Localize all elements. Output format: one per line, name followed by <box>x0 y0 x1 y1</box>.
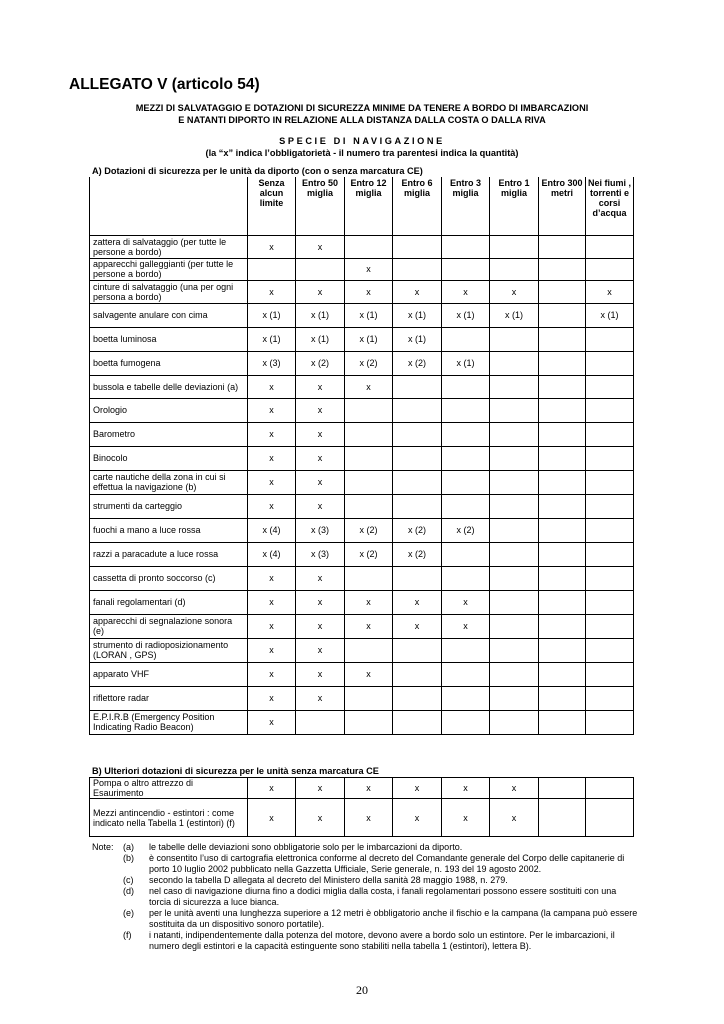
requirement-cell: x <box>248 638 296 662</box>
requirement-cell: x (3) <box>296 518 345 542</box>
requirement-cell <box>586 590 634 614</box>
navigation-types-heading: SPECIE DI NAVIGAZIONE <box>279 136 445 146</box>
requirement-cell: x (2) <box>296 351 345 375</box>
requirement-cell: x (1) <box>586 303 634 327</box>
requirement-cell: x (1) <box>248 303 296 327</box>
subtitle-line-2: E NATANTI DIPORTO IN RELAZIONE ALLA DISTANZA DALLA COSTA O DALLA RIVA <box>178 114 546 125</box>
page-number: 20 <box>356 983 368 997</box>
requirement-cell <box>586 542 634 566</box>
requirement-cell <box>442 235 490 258</box>
requirement-cell: x <box>248 590 296 614</box>
notes-label <box>92 853 123 875</box>
notes-section <box>92 842 640 952</box>
note-text: le tabelle delle deviazioni sono obbligatorie solo per le imbarcazioni da diporto. <box>149 842 463 852</box>
requirement-cell: x <box>490 280 539 303</box>
document-subtitle <box>92 103 632 126</box>
requirement-cell <box>393 235 442 258</box>
requirement-cell <box>586 799 634 837</box>
requirement-cell: x <box>442 778 490 799</box>
requirement-cell <box>345 422 393 446</box>
requirement-cell: x <box>296 638 345 662</box>
requirement-cell <box>345 235 393 258</box>
equipment-label: Binocolo <box>90 446 248 470</box>
requirement-cell: x <box>442 590 490 614</box>
requirement-cell: x (2) <box>393 518 442 542</box>
requirement-cell <box>586 662 634 686</box>
requirement-cell: x <box>248 778 296 799</box>
equipment-label: Orologio <box>90 398 248 422</box>
requirement-cell <box>442 710 490 734</box>
requirement-cell: x <box>345 258 393 280</box>
requirement-cell: x <box>248 235 296 258</box>
equipment-label: boetta luminosa <box>90 327 248 351</box>
column-header: Entro 300 metri <box>539 177 586 235</box>
requirement-cell: x <box>586 280 634 303</box>
requirement-cell <box>490 375 539 398</box>
subtitle-line-1: MEZZI DI SALVATAGGIO E DOTAZIONI DI SICUREZZA MINIME DA TENERE A BORDO DI IMBARCAZIONI <box>135 103 589 113</box>
requirement-cell <box>539 590 586 614</box>
table-row <box>90 235 634 258</box>
header-blank-cell <box>90 177 248 235</box>
requirement-cell <box>345 686 393 710</box>
requirement-cell <box>490 258 539 280</box>
table-row <box>90 614 634 638</box>
requirement-cell: x (3) <box>296 542 345 566</box>
requirement-cell <box>539 686 586 710</box>
requirement-cell: x <box>393 614 442 638</box>
requirement-cell <box>586 327 634 351</box>
requirement-cell: x (2) <box>345 351 393 375</box>
requirement-cell: x <box>248 446 296 470</box>
requirement-cell: x <box>296 799 345 837</box>
table-row <box>90 662 634 686</box>
safety-equipment-table <box>89 177 634 735</box>
requirement-cell <box>490 614 539 638</box>
table-row <box>90 590 634 614</box>
requirement-cell: x <box>248 710 296 734</box>
note-text: nel caso di navigazione diurna fino a dodici miglia dalla costa, i fanali regolamentari possono essere sostituiti con una torcia di sicurezza a luce bianca. <box>149 886 617 907</box>
requirement-cell <box>345 494 393 518</box>
requirement-cell: x (1) <box>345 327 393 351</box>
table-row <box>90 799 634 837</box>
requirement-cell: x <box>345 590 393 614</box>
note-text: è consentito l’uso di cartografia elettronica conforme al decreto del Comandante generale del Corpo delle capitanerie di porto 10 luglio 2002 pubblicato nella Gazzetta Ufficiale, Serie generale, n. 193 del 19 agosto 2002. <box>149 853 625 874</box>
requirement-cell <box>393 686 442 710</box>
notes-label <box>92 930 123 952</box>
requirement-cell: x <box>296 686 345 710</box>
table-row <box>90 710 634 734</box>
table-row <box>90 258 634 280</box>
requirement-cell: x (1) <box>393 327 442 351</box>
column-header: Entro 1 miglia <box>490 177 539 235</box>
requirement-cell <box>539 662 586 686</box>
requirement-cell <box>442 446 490 470</box>
requirement-cell <box>345 446 393 470</box>
requirement-cell <box>442 258 490 280</box>
requirement-cell <box>393 375 442 398</box>
requirement-cell <box>442 422 490 446</box>
equipment-label: cinture di salvataggio (una per ogni persona a bordo) <box>90 280 248 303</box>
requirement-cell: x (1) <box>490 303 539 327</box>
note-text: per le unità aventi una lunghezza superiore a 12 metri è obbligatorio anche il fischio e la campana (la campana può essere sostituita da un dispositivo sonoro portatile). <box>149 908 638 929</box>
column-header: Senza alcun limite <box>248 177 296 235</box>
requirement-cell: x <box>296 566 345 590</box>
table-row <box>90 686 634 710</box>
equipment-label: Mezzi antincendio - estintori : come indicato nella Tabella 1 (estintori) (f) <box>90 799 248 837</box>
requirement-cell: x <box>345 614 393 638</box>
requirement-cell <box>586 686 634 710</box>
requirement-cell <box>586 446 634 470</box>
requirement-cell <box>539 422 586 446</box>
requirement-cell <box>442 542 490 566</box>
requirement-cell: x <box>248 566 296 590</box>
table-row <box>90 375 634 398</box>
table-row <box>90 778 634 799</box>
note-key: (b) <box>123 853 134 863</box>
requirement-cell <box>586 258 634 280</box>
requirement-cell <box>490 327 539 351</box>
requirement-cell <box>345 470 393 494</box>
requirement-cell <box>539 799 586 837</box>
requirement-cell <box>586 470 634 494</box>
requirement-cell <box>442 686 490 710</box>
note-key: (a) <box>123 842 134 852</box>
requirement-cell <box>442 638 490 662</box>
requirement-cell <box>539 470 586 494</box>
requirement-cell: x <box>296 398 345 422</box>
requirement-cell <box>539 566 586 590</box>
requirement-cell <box>490 686 539 710</box>
equipment-label: strumenti da carteggio <box>90 494 248 518</box>
requirement-cell: x <box>442 799 490 837</box>
requirement-cell <box>490 422 539 446</box>
requirement-cell <box>345 638 393 662</box>
requirement-cell: x (2) <box>393 542 442 566</box>
equipment-label: apparecchi galleggianti (per tutte le persone a bordo) <box>90 258 248 280</box>
note-item <box>92 875 640 886</box>
table-row <box>90 303 634 327</box>
requirement-cell <box>490 446 539 470</box>
requirement-cell: x <box>296 614 345 638</box>
requirement-cell: x <box>345 280 393 303</box>
requirement-cell <box>393 662 442 686</box>
requirement-cell: x <box>248 398 296 422</box>
requirement-cell: x <box>296 590 345 614</box>
requirement-cell <box>539 327 586 351</box>
note-key: (f) <box>123 930 132 940</box>
requirement-cell: x <box>345 778 393 799</box>
note-key: (c) <box>123 875 134 885</box>
requirement-cell <box>490 470 539 494</box>
requirement-cell <box>586 710 634 734</box>
requirement-cell <box>296 710 345 734</box>
requirement-cell: x (2) <box>442 518 490 542</box>
requirement-cell <box>539 542 586 566</box>
section-b-title: B) Ulteriori dotazioni di sicurezza per le unità senza marcatura CE <box>92 766 379 776</box>
requirement-cell: x <box>248 494 296 518</box>
requirement-cell <box>539 280 586 303</box>
requirement-cell <box>539 494 586 518</box>
requirement-cell <box>490 351 539 375</box>
requirement-cell <box>586 351 634 375</box>
table-row <box>90 280 634 303</box>
notes-label <box>92 886 123 908</box>
equipment-label: fuochi a mano a luce rossa <box>90 518 248 542</box>
column-header: Entro 6 miglia <box>393 177 442 235</box>
requirement-cell <box>539 258 586 280</box>
requirement-cell <box>539 446 586 470</box>
requirement-cell <box>393 710 442 734</box>
requirement-cell <box>490 638 539 662</box>
equipment-label: strumento di radioposizionamento (LORAN , GPS) <box>90 638 248 662</box>
requirement-cell <box>442 566 490 590</box>
requirement-cell: x <box>248 470 296 494</box>
requirement-cell <box>296 258 345 280</box>
table-legend: (la “x” indica l’obbligatorietà - il numero tra parentesi indica la quantità) <box>205 148 519 158</box>
table-row <box>90 638 634 662</box>
equipment-label: apparecchi di segnalazione sonora (e) <box>90 614 248 638</box>
requirement-cell <box>393 422 442 446</box>
requirement-cell: x <box>248 614 296 638</box>
equipment-label: fanali regolamentari (d) <box>90 590 248 614</box>
requirement-cell <box>442 375 490 398</box>
requirement-cell <box>539 518 586 542</box>
table-row <box>90 351 634 375</box>
requirement-cell: x (2) <box>345 518 393 542</box>
requirement-cell: x <box>296 662 345 686</box>
requirement-cell: x <box>490 799 539 837</box>
equipment-label: cassetta di pronto soccorso (c) <box>90 566 248 590</box>
requirement-cell: x <box>296 470 345 494</box>
table-row <box>90 470 634 494</box>
requirement-cell <box>442 470 490 494</box>
requirement-cell: x (4) <box>248 518 296 542</box>
requirement-cell: x <box>296 494 345 518</box>
requirement-cell <box>586 235 634 258</box>
note-text: secondo la tabella D allegata al decreto del Ministero della sanità 28 maggio 1988, n. 279. <box>149 875 508 885</box>
requirement-cell <box>490 566 539 590</box>
equipment-label: bussola e tabelle delle deviazioni (a) <box>90 375 248 398</box>
requirement-cell <box>539 303 586 327</box>
equipment-label: Barometro <box>90 422 248 446</box>
requirement-cell <box>539 375 586 398</box>
requirement-cell <box>393 470 442 494</box>
requirement-cell <box>393 494 442 518</box>
requirement-cell: x (1) <box>296 303 345 327</box>
requirement-cell <box>586 638 634 662</box>
requirement-cell <box>539 638 586 662</box>
table-row <box>90 542 634 566</box>
page-title: ALLEGATO V (articolo 54) <box>69 76 260 93</box>
requirement-cell: x (1) <box>345 303 393 327</box>
notes-label <box>92 908 123 930</box>
requirement-cell: x <box>296 446 345 470</box>
requirement-cell: x (1) <box>393 303 442 327</box>
requirement-cell <box>490 590 539 614</box>
requirement-cell: x <box>345 662 393 686</box>
requirement-cell <box>586 614 634 638</box>
requirement-cell <box>393 446 442 470</box>
requirement-cell: x <box>248 799 296 837</box>
requirement-cell: x <box>442 614 490 638</box>
table-row <box>90 566 634 590</box>
requirement-cell: x <box>248 375 296 398</box>
requirement-cell <box>539 614 586 638</box>
requirement-cell <box>490 542 539 566</box>
requirement-cell <box>586 566 634 590</box>
requirement-cell <box>248 258 296 280</box>
requirement-cell <box>490 518 539 542</box>
note-item <box>92 908 640 930</box>
requirement-cell <box>442 662 490 686</box>
requirement-cell <box>442 494 490 518</box>
requirement-cell <box>586 778 634 799</box>
header-row <box>90 177 634 235</box>
table-row <box>90 494 634 518</box>
requirement-cell: x <box>393 799 442 837</box>
requirement-cell: x <box>296 235 345 258</box>
note-key: (d) <box>123 886 134 896</box>
requirement-cell <box>345 398 393 422</box>
note-item <box>92 886 640 908</box>
equipment-label: boetta fumogena <box>90 351 248 375</box>
equipment-label: salvagente anulare con cima <box>90 303 248 327</box>
equipment-label: Pompa o altro attrezzo di Esaurimento <box>90 778 248 799</box>
requirement-cell: x (2) <box>393 351 442 375</box>
table-row <box>90 422 634 446</box>
requirement-cell: x <box>393 590 442 614</box>
requirement-cell: x <box>248 686 296 710</box>
requirement-cell: x (2) <box>345 542 393 566</box>
requirement-cell: x <box>393 280 442 303</box>
requirement-cell: x (1) <box>248 327 296 351</box>
requirement-cell: x (3) <box>248 351 296 375</box>
requirement-cell <box>393 566 442 590</box>
requirement-cell <box>586 518 634 542</box>
requirement-cell: x <box>345 375 393 398</box>
equipment-label: E.P.I.R.B (Emergency Position Indicating Radio Beacon) <box>90 710 248 734</box>
requirement-cell <box>586 422 634 446</box>
requirement-cell <box>586 398 634 422</box>
requirement-cell <box>393 258 442 280</box>
requirement-cell: x (1) <box>442 303 490 327</box>
requirement-cell: x <box>490 778 539 799</box>
table-row <box>90 327 634 351</box>
requirement-cell: x <box>345 799 393 837</box>
requirement-cell <box>393 638 442 662</box>
requirement-cell: x <box>248 662 296 686</box>
note-text: i natanti, indipendentemente dalla potenza del motore, devono avere a bordo solo un estintore. Per le imbarcazioni, il numero degli estintori e la capacità estinguente sono stabiliti nella tabella 1 (estintori), lettera B). <box>149 930 615 951</box>
requirement-cell: x <box>296 778 345 799</box>
requirement-cell: x <box>296 422 345 446</box>
section-a-title: A) Dotazioni di sicurezza per le unità da diporto (con o senza marcatura CE) <box>92 166 423 176</box>
requirement-cell: x (4) <box>248 542 296 566</box>
requirement-cell <box>345 566 393 590</box>
requirement-cell: x (1) <box>442 351 490 375</box>
requirement-cell <box>442 327 490 351</box>
requirement-cell <box>539 235 586 258</box>
requirement-cell <box>490 494 539 518</box>
equipment-label: riflettore radar <box>90 686 248 710</box>
note-key: (e) <box>123 908 134 918</box>
requirement-cell <box>586 375 634 398</box>
requirement-cell <box>490 710 539 734</box>
requirement-cell <box>345 710 393 734</box>
note-item <box>92 930 640 952</box>
table-row <box>90 398 634 422</box>
note-item <box>92 842 640 853</box>
column-header: Entro 3 miglia <box>442 177 490 235</box>
requirement-cell: x <box>248 422 296 446</box>
requirement-cell <box>586 494 634 518</box>
requirement-cell: x <box>393 778 442 799</box>
notes-label <box>92 875 123 886</box>
requirement-cell <box>539 710 586 734</box>
requirement-cell: x (1) <box>296 327 345 351</box>
requirement-cell <box>490 662 539 686</box>
requirement-cell <box>490 398 539 422</box>
note-item <box>92 853 640 875</box>
requirement-cell: x <box>296 375 345 398</box>
equipment-label: zattera di salvataggio (per tutte le persone a bordo) <box>90 235 248 258</box>
table-row <box>90 518 634 542</box>
requirement-cell <box>539 351 586 375</box>
requirement-cell <box>539 778 586 799</box>
requirement-cell <box>539 398 586 422</box>
equipment-label: razzi a paracadute a luce rossa <box>90 542 248 566</box>
requirement-cell <box>442 398 490 422</box>
requirement-cell: x <box>248 280 296 303</box>
column-header: Entro 12 miglia <box>345 177 393 235</box>
table-row <box>90 446 634 470</box>
requirement-cell <box>490 235 539 258</box>
requirement-cell <box>393 398 442 422</box>
equipment-label: carte nautiche della zona in cui si effettua la navigazione (b) <box>90 470 248 494</box>
equipment-label: apparato VHF <box>90 662 248 686</box>
requirement-cell: x <box>296 280 345 303</box>
requirement-cell: x <box>442 280 490 303</box>
additional-equipment-table <box>89 777 634 837</box>
column-header: Nei fiumi , torrenti e corsi d’acqua <box>586 177 634 235</box>
column-header: Entro 50 miglia <box>296 177 345 235</box>
notes-label: Note: <box>92 842 114 852</box>
